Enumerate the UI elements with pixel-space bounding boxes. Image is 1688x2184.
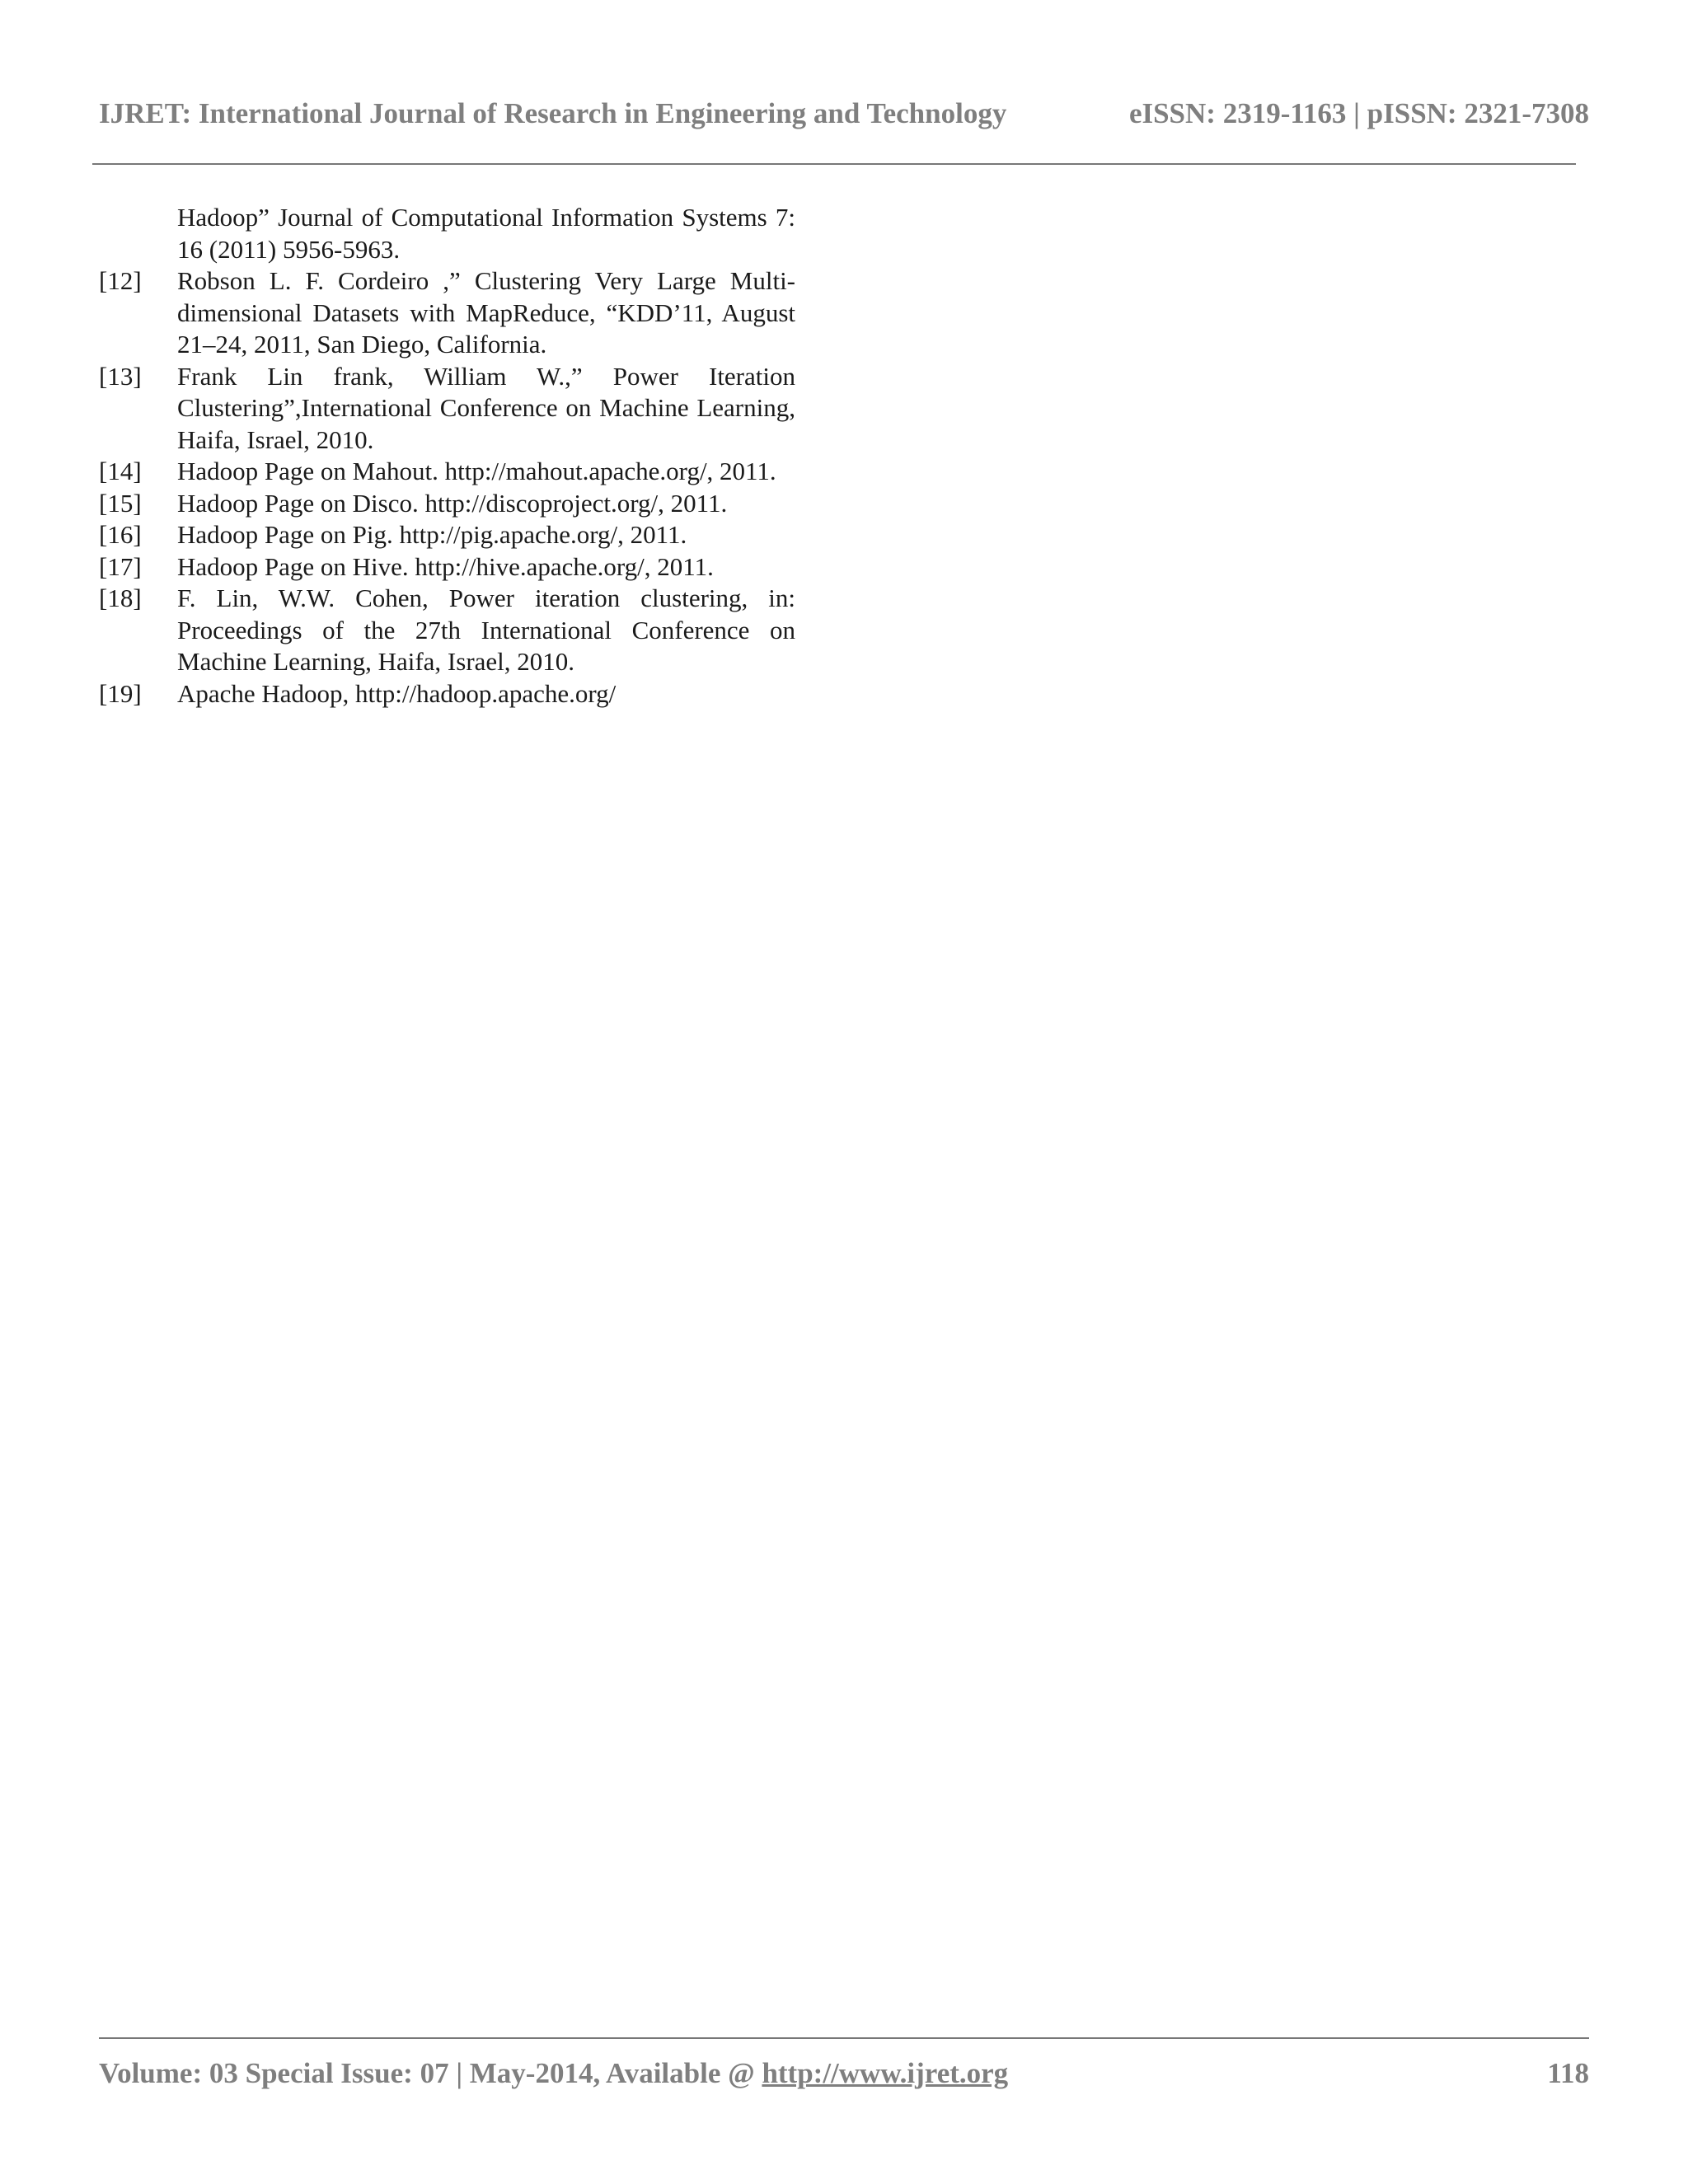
reference-number: [13] — [99, 361, 142, 391]
reference-item-13 — [99, 361, 795, 457]
reference-item-14 — [99, 456, 795, 488]
journal-website-link[interactable]: http://www.ijret.org — [762, 2057, 1009, 2089]
reference-text: Hadoop Page on Disco. http://discoproject.org/, 2011. — [177, 488, 728, 518]
reference-number: [14] — [99, 457, 142, 485]
reference-number: [18] — [99, 583, 142, 612]
journal-title: IJRET: International Journal of Research in Engineering and Technology — [99, 97, 1007, 129]
issn-info: eISSN: 2319-1163 | pISSN: 2321-7308 — [1128, 97, 1589, 129]
reference-text: Hadoop Page on Mahout. http://mahout.apache.org/, 2011. — [177, 457, 776, 485]
header-divider — [92, 163, 1576, 165]
reference-item-19 — [99, 678, 795, 710]
reference-number: [16] — [99, 520, 142, 549]
reference-list — [99, 202, 795, 710]
page-header — [99, 97, 1589, 134]
reference-text: Hadoop Page on Hive. http://hive.apache.org/, 2011. — [177, 551, 714, 581]
reference-number: [12] — [99, 266, 142, 295]
reference-text: Hadoop Page on Pig. http://pig.apache.org/, 2011. — [177, 520, 687, 549]
reference-number: [17] — [99, 551, 142, 581]
reference-text: Frank Lin frank, William W.,” Power Iteration Clustering”,International Conference on Machine Learning, Haifa, Israel, 2010. — [177, 361, 795, 454]
reference-item-17 — [99, 551, 795, 583]
reference-item-16 — [99, 519, 795, 551]
footer-divider — [99, 2037, 1589, 2039]
volume-text: Volume: 03 Special Issue: 07 | May-2014, Available @ — [99, 2057, 762, 2089]
reference-continuation — [99, 202, 795, 265]
reference-text: Hadoop” Journal of Computational Information Systems 7: 16 (2011) 5956-5963. — [177, 203, 795, 264]
reference-item-15 — [99, 488, 795, 520]
reference-number: [19] — [99, 678, 142, 708]
footer-volume-info — [99, 2057, 1008, 2090]
reference-text: Robson L. F. Cordeiro ,” Clustering Very Large Multi-dimensional Datasets with MapReduce, “KDD’11, August 21–24, 2011, San Diego, California. — [177, 266, 795, 359]
reference-number: [15] — [99, 488, 142, 518]
reference-text: Apache Hadoop, http://hadoop.apache.org/ — [177, 678, 617, 708]
page-number: 118 — [1547, 2057, 1589, 2089]
reference-item-18 — [99, 583, 795, 678]
reference-item-12 — [99, 265, 795, 361]
reference-text: F. Lin, W.W. Cohen, Power iteration clustering, in: Proceedings of the 27th International Conference on Machine Learning, Haifa, Israel, 2010. — [177, 583, 795, 676]
